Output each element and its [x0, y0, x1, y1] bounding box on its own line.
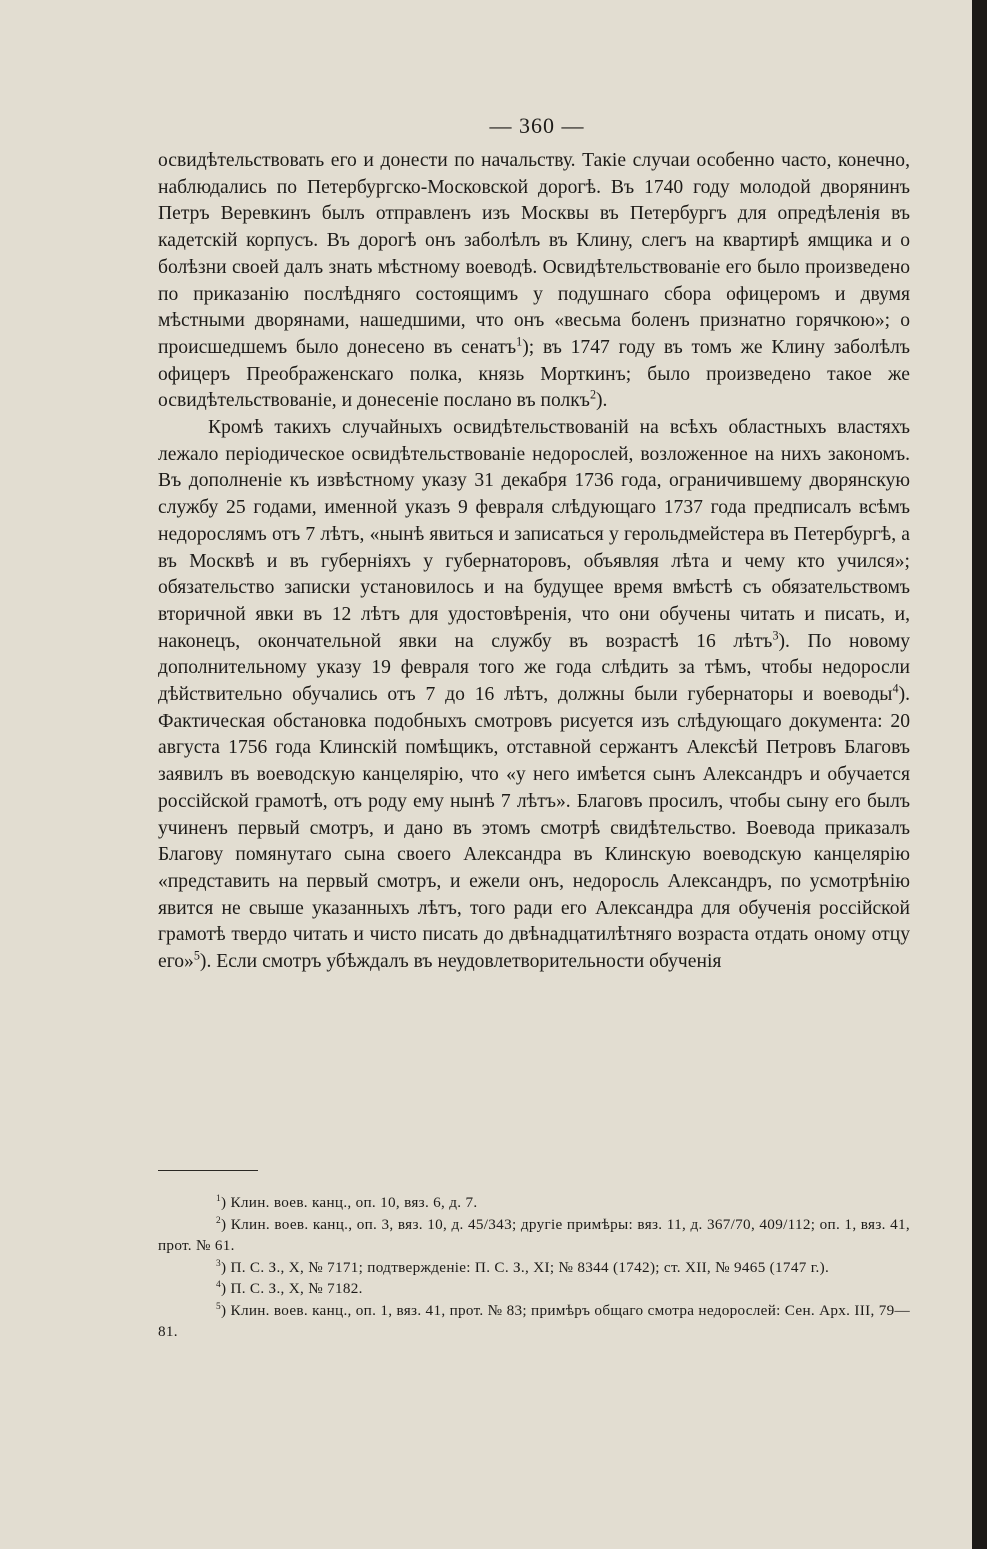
footnote-ref-3: 3 — [772, 628, 779, 643]
paragraph-1-text-a: освидѣтельствовать его и донести по начальству. Такіе случаи особенно часто, конечно, наблюдались по Петербургско-Московской дорогѣ. Въ 1740 году молодой дворянинъ Петръ Веревкинъ былъ отправленъ изъ Москвы въ Петербургъ для опредѣленія въ кадетскій корпусъ. Въ дорогѣ онъ заболѣлъ въ Клину, слегъ на квартирѣ ямщика и о болѣзни своей далъ знать мѣстному воеводѣ. Освидѣтельствованіе его было произведено по приказанію послѣдняго состоящимъ у подушнаго сбора офицеромъ и двумя мѣстными дворянами, нашедшими, что онъ «весьма боленъ признатно горячкою»; о происшедшемъ было донесено въ сенатъ — [158, 150, 910, 358]
footnotes — [158, 1192, 910, 1343]
footnote-3-text: ) П. С. З., X, № 7171; подтвержденіе: П. С. З., XI; № 8344 (1742); ст. XII, № 9465 (1747 г.). — [221, 1258, 830, 1276]
footnote-1 — [158, 1192, 910, 1214]
footnote-5-text: ) Клин. воев. канц., оп. 1, вяз. 41, прот. № 83; примѣръ общаго смотра недорослей: Сен. Арх. III, 79—81. — [158, 1301, 910, 1340]
paragraph-1 — [158, 148, 910, 415]
page-number: — 360 — — [489, 113, 585, 138]
footnote-5-mark: 5 — [216, 1301, 222, 1312]
book-spine-edge — [972, 0, 987, 1549]
footnote-ref-1: 1 — [516, 334, 523, 349]
paragraph-2 — [158, 415, 910, 976]
footnote-3 — [158, 1257, 910, 1279]
footnote-4 — [158, 1278, 910, 1300]
footnote-4-text: ) П. С. З., X, № 7182. — [221, 1280, 363, 1297]
footnote-2-mark: 2 — [216, 1215, 222, 1226]
footnote-ref-5: 5 — [193, 948, 200, 963]
paragraph-2-text-a: Кромѣ такихъ случайныхъ освидѣтельствованій на всѣхъ областныхъ властяхъ лежало періодическое освидѣтельствованіе недорослей, возложенное на нихъ закономъ. Въ дополненіе къ извѣстному указу 31 декабря 1736 года, ограничившему дворянскую службу 25 годами, именной указъ 9 февраля слѣдующаго 1737 года предписалъ всѣмъ недорослямъ отъ 7 лѣтъ, «нынѣ явиться и записаться у герольдмейстера въ Петербургѣ, а въ Москвѣ и въ губерніяхъ у губернаторовъ, объявляя лѣта и чему кто учился»; обязательство записки установилось и на будущее время вмѣстѣ съ обязательствомъ вторичной явки въ 12 лѣтъ для удостовѣренія, что они обучены читать и писать, и, наконецъ, окончательной явки на службу въ возрастѣ 16 лѣтъ — [158, 417, 910, 652]
paragraph-2-text-d: ). Если смотръ убѣждалъ въ неудовлетворительности обученія — [199, 951, 722, 973]
footnote-3-mark: 3 — [216, 1258, 222, 1269]
footnote-1-mark: 1 — [216, 1193, 222, 1204]
paragraph-1-text-c: ). — [596, 390, 608, 412]
paragraph-2-text-c: ). Фактическая обстановка подобныхъ смотровъ рисуется изъ слѣдующаго документа: 20 августа 1756 года Клинскій помѣщикъ, отставной сержантъ Алексѣй Петровъ Благовъ заявилъ въ воеводскую канцелярію, что «у него имѣется сынъ Александръ и обучается россійской грамотѣ, отъ роду ему нынѣ 7 лѣтъ». Благовъ просилъ, чтобы сыну его былъ учиненъ первый смотръ, и дано въ этомъ смотрѣ свидѣтельство. Воевода приказалъ Благову помянутаго сына своего Александра въ Клинскую воеводскую канцелярію «представить на первый смотръ, и ежели онъ, недоросль Александръ, по усмотрѣнію явится не свыше указанныхъ лѣтъ, того ради его Александра для обученія россійской грамотѣ твердо читать и чисто писать до двѣнадцатилѣтняго возраста отдать оному отцу его» — [158, 684, 910, 973]
paragraph-1-text-b: ); въ 1747 году въ томъ же Клину заболѣлъ офицеръ Преображенскаго полка, князь Морткинъ; было произведено такое же освидѣтельствованіе, и донесеніе послано въ полкъ — [158, 336, 910, 412]
footnote-4-mark: 4 — [216, 1279, 222, 1290]
footnote-divider — [158, 1170, 258, 1171]
paragraph-2-text-b: ). По новому дополнительному указу 19 февраля того же года слѣдить за тѣмъ, чтобы недоросли дѣйствительно обучались отъ 7 до 16 лѣтъ, должны были губернаторы и воеводы — [158, 630, 911, 706]
footnote-5 — [158, 1300, 910, 1343]
main-text — [158, 148, 910, 976]
footnote-2 — [158, 1214, 910, 1257]
footnote-2-text: ) Клин. воев. канц., оп. 3, вяз. 10, д. 45/343; другіе примѣры: вяз. 11, д. 367/70, 409/112; оп. 1, вяз. 41, прот. № 61. — [158, 1215, 910, 1254]
footnote-ref-4: 4 — [892, 681, 899, 696]
footnote-1-text: ) Клин. воев. канц., оп. 10, вяз. 6, д. 7. — [221, 1194, 478, 1211]
footnote-ref-2: 2 — [589, 387, 597, 402]
